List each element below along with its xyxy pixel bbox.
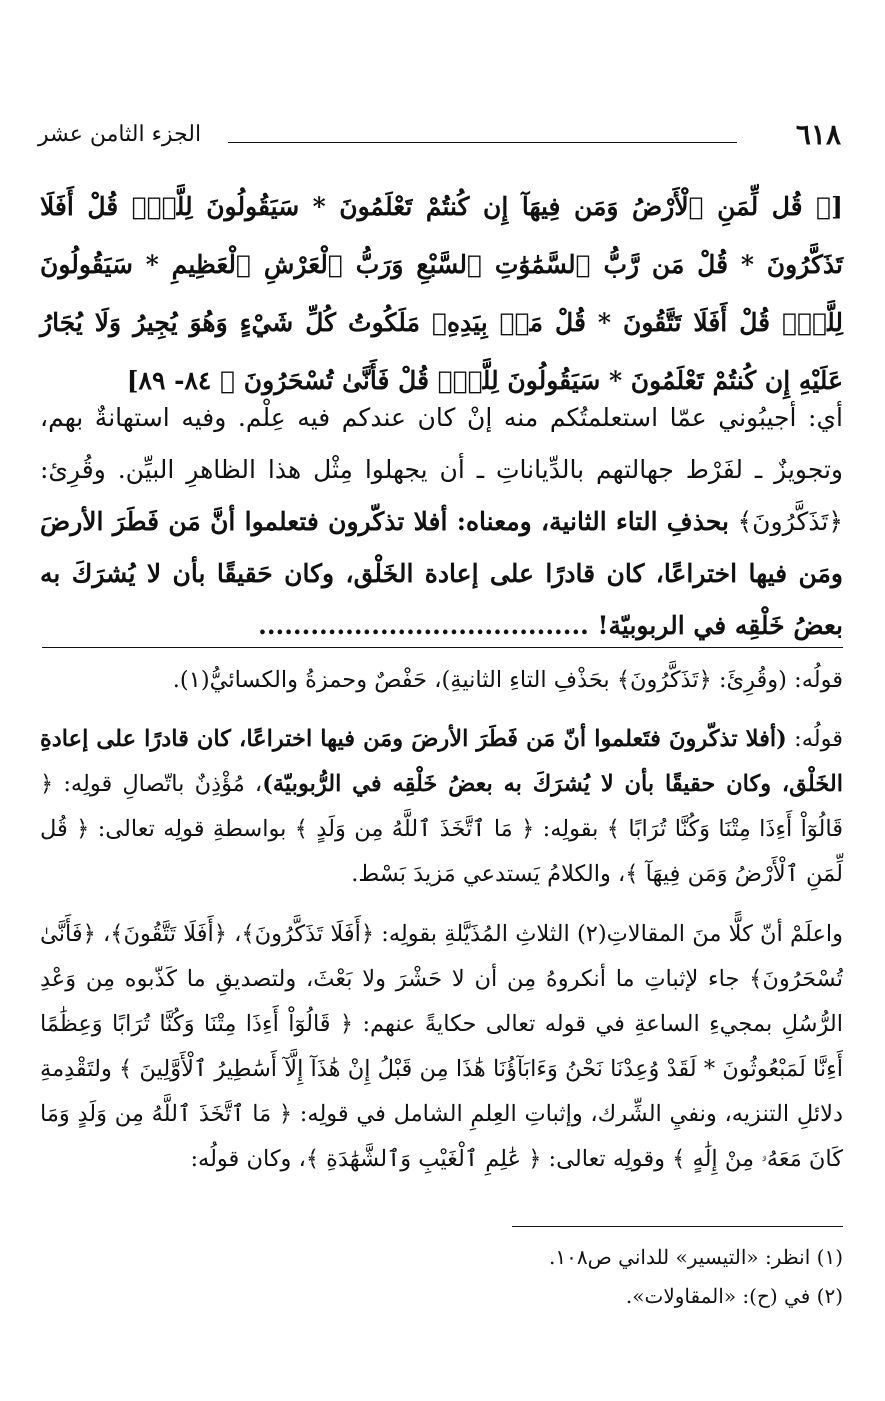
commentary-text: [40, 392, 843, 652]
page-number: ٦١٨: [795, 118, 841, 151]
section-divider: [42, 647, 843, 648]
note-paragraph-2: [40, 717, 843, 897]
commentary-part2: بحذفِ التاء الثانية، ومعناه: أفلا تذكّرون فتعلموا أنَّ مَن فَطَرَ الأرضَ ومَن فيها اختراعًا، كان قادرًا على إعادة الخَلْق، وكان حَقيقًا بأن لا يُشرَكَ به بعضُ خَلْقِه في الربوبيّة! ......................................: [40, 507, 843, 640]
note2-rest: ، مُؤْذِنٌ باتّصالِ قولِه: ﴿ قَالُوٓاْ أَءِذَا مِتْنَا وَكُنَّا تُرَابًا ﴾ بقولِه: ﴿ مَا ٱتَّخَذَ ٱللَّهُ مِن وَلَدٍ ﴾ بواسطةِ قولِه تعالى: ﴿ قُل لِّمَنِ ٱلْأَرْضُ وَمَن فِيهَآ ﴾، والكلامُ يَستدعي مَزيدَ بَسْط.: [40, 771, 843, 887]
commentary-part1: أي: أجيبُوني عمّا استعلمتُكم منه إنْ كان عندكم فيه عِلْم. وفيه استهانةٌ بهم، وتجويزٌ ـ لفَرْط جهالتهم بالدِّياناتِ ـ أن يجهلوا مِثْل هذا الظاهرِ البيِّن. وقُرِئ: ﴿تَذَكَّرُونَ﴾: [40, 403, 843, 536]
quran-verses: [﴿ قُل لِّمَنِ ٱلْأَرْضُ وَمَن فِيهَآ إِن كُنتُمْ تَعْلَمُونَ * سَيَقُولُونَ لِلَّهِۚ قُلْ أَفَلَا تَذَكَّرُونَ * قُلْ مَن رَّبُّ ٱلسَّمَٰوَٰتِ ٱلسَّبْعِ وَرَبُّ ٱلْعَرْشِ ٱلْعَظِيمِ * سَيَقُولُونَ لِلَّهِۚ قُلْ أَفَلَا تَتَّقُونَ * قُلْ مَنۢ بِيَدِهِۦ مَلَكُوتُ كُلِّ شَيْءٍ وَهُوَ يُجِيرُ وَلَا يُجَارُ عَلَيْهِ إِن كُنتُمْ تَعْلَمُونَ * سَيَقُولُونَ لِلَّهِۚ قُلْ فَأَنَّىٰ تُسْحَرُونَ ﴾ ٨٤- ٨٩]: [40, 192, 843, 395]
footnote-divider: [512, 1226, 843, 1227]
note2-quote: (أفلا تذكّرونَ فتَعلموا أنّ مَن فَطَرَ الأرضَ ومَن فيها اختراعًا، كان قادرًا على إعادةِ الخَلْق، وكان حقيقًا بأن لا يُشرَكَ به بعضُ خَلْقِه في الرُّبوبيّة): [40, 726, 843, 797]
note-paragraph-3: واعلَمْ أنّ كلًّا منَ المقالاتِ(٢) الثلاثِ المُذَيَّلةِ بقولِه: ﴿أَفَلَا تَذَكَّرُونَ﴾، ﴿أَفَلَا تَتَّقُونَ﴾، ﴿فَأَنَّىٰ تُسْحَرُونَ﴾ جاء لإثباتِ ما أنكروهُ مِن أن لا حَشْرَ ولا بَعْثَ، ولتصديقِ ما كَذّبوه مِن وَعْدِ الرُّسُلِ بمجيءِ الساعةِ في قوله تعالى حكايةً عنهم: ﴿ قَالُوٓاْ أَءِذَا مِتْنَا وَكُنَّا تُرَابًا وَعِظَٰمًا أَءِنَّا لَمَبْعُوثُونَ * لَقَدْ وُعِدْنَا نَحْنُ وَءَابَآؤُنَا هَٰذَا مِن قَبْلُ إِنْ هَٰذَآ إِلَّآ أَسَٰطِيرُ ٱلْأَوَّلِينَ ﴾ ولتَقْدِمةِ دلائلِ التنزيه، ونفيِ الشِّرك، وإثباتِ العِلمِ الشامل في قولِه: ﴿ مَا ٱتَّخَذَ ٱللَّهُ مِن وَلَدٍ وَمَا كَانَ مَعَهُۥ مِنْ إِلَٰهٍ ﴾ وقولِه تعالى: ﴿ عَٰلِمِ ٱلْغَيْبِ وَٱلشَّهَٰدَةِ ﴾، وكان قولُه:: [40, 921, 843, 1172]
page-header: [28, 118, 857, 162]
footnote-1: (١) انظر: «التيسير» للداني ص١٠٨.: [549, 1245, 843, 1269]
volume-title: الجزء الثامن عشر: [38, 122, 202, 147]
header-rule: [228, 142, 737, 143]
note-paragraph-1: قولُه: (وقُرِئَ: ﴿تَذَكَّرُونَ﴾ بحَذْفِ التاءِ الثانيةِ)، حَفْصٌ وحمزةُ والكسائيُّ(١).: [172, 667, 843, 693]
note2-lead: قولُه:: [786, 726, 843, 752]
footnote-2: (٢) في (ح): «المقاولات».: [625, 1284, 843, 1308]
